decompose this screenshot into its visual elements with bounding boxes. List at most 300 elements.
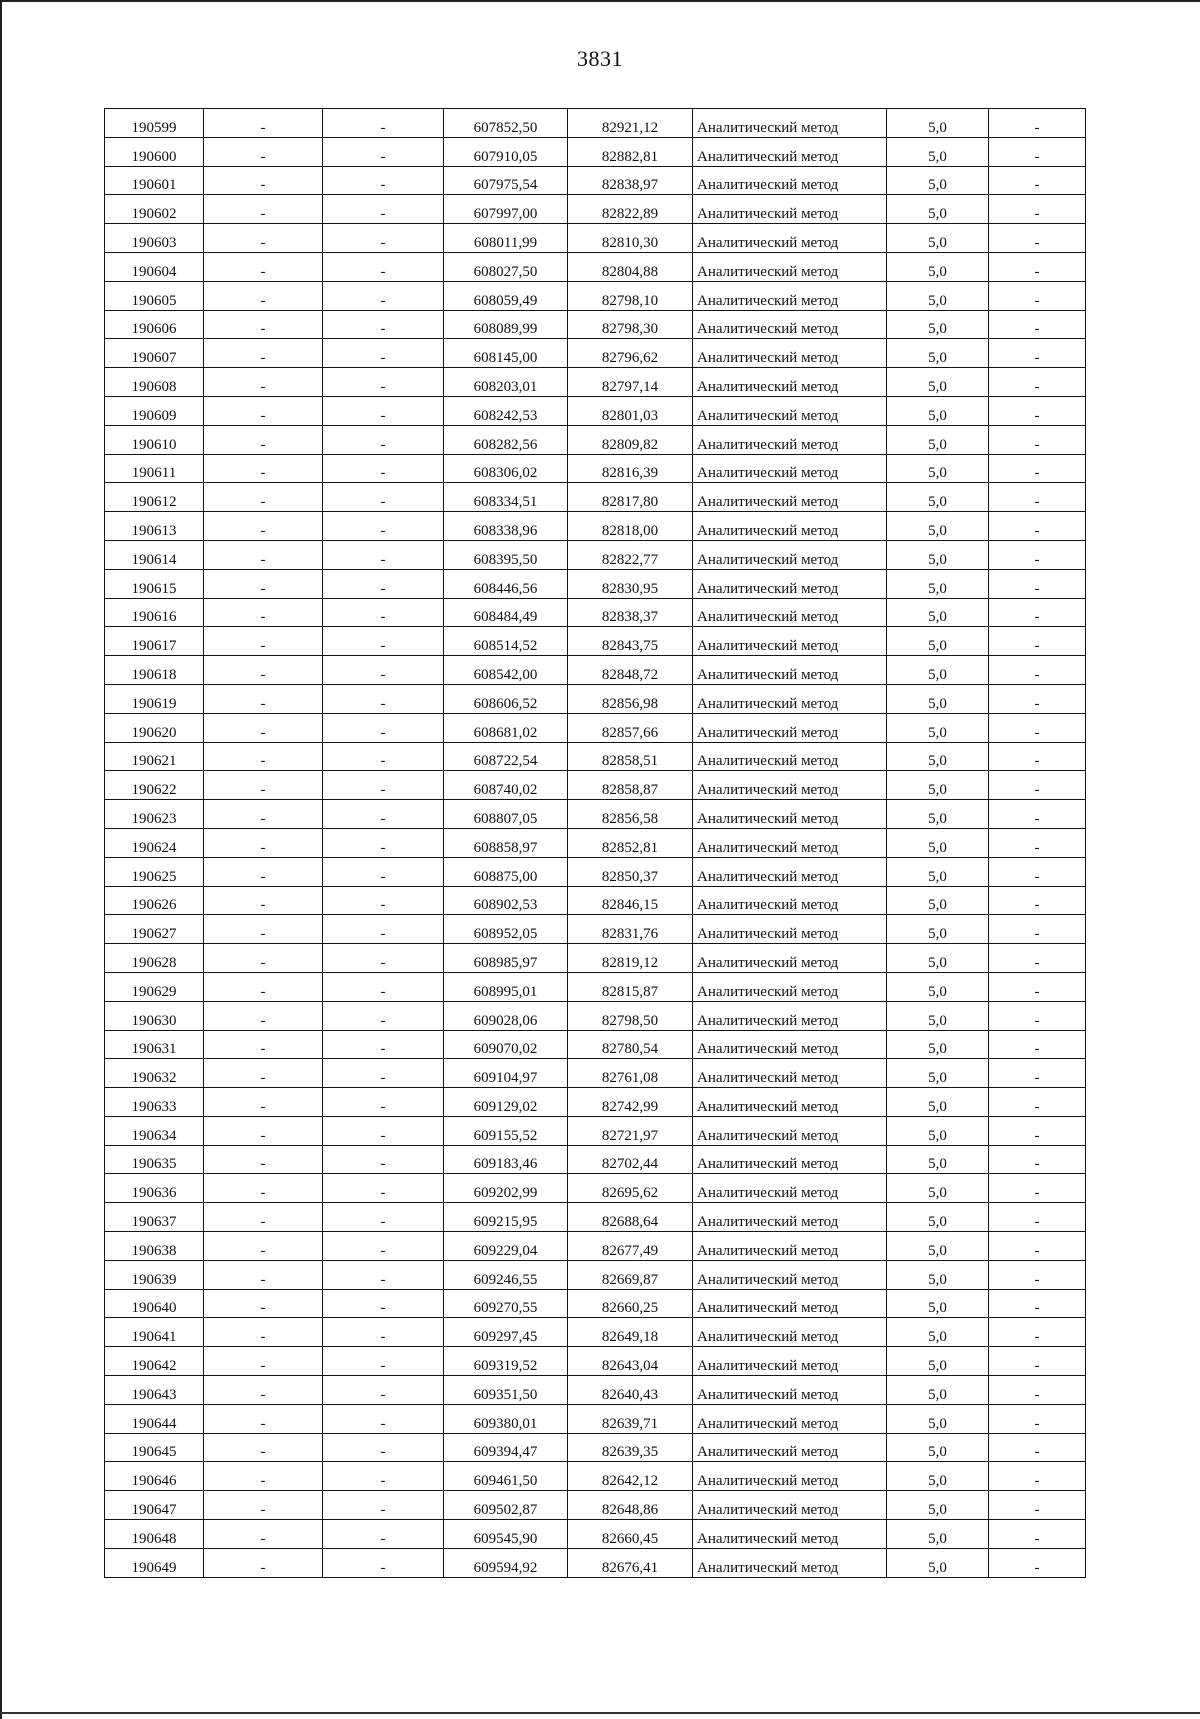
- point-id-cell: 190615: [105, 569, 204, 598]
- y-coordinate-cell: 82848,72: [568, 656, 693, 685]
- y-coordinate-cell: 82809,82: [568, 425, 693, 454]
- y-coordinate-cell: 82830,95: [568, 569, 693, 598]
- accuracy-cell: 5,0: [887, 1059, 989, 1088]
- dash-cell-3: -: [989, 368, 1086, 397]
- dash-cell-1: -: [204, 224, 323, 253]
- x-coordinate-cell: 608089,99: [444, 310, 568, 339]
- point-id-cell: 190604: [105, 252, 204, 281]
- accuracy-cell: 5,0: [887, 310, 989, 339]
- dash-cell-1: -: [204, 512, 323, 541]
- y-coordinate-cell: 82817,80: [568, 483, 693, 512]
- dash-cell-1: -: [204, 1059, 323, 1088]
- table-row: [105, 1145, 1086, 1174]
- dash-cell-1: -: [204, 137, 323, 166]
- method-cell: Аналитический метод: [693, 1145, 887, 1174]
- dash-cell-1: -: [204, 1001, 323, 1030]
- point-id-cell: 190635: [105, 1145, 204, 1174]
- point-id-cell: 190626: [105, 886, 204, 915]
- dash-cell-2: -: [323, 684, 444, 713]
- dash-cell-2: -: [323, 1548, 444, 1577]
- dash-cell-3: -: [989, 1088, 1086, 1117]
- accuracy-cell: 5,0: [887, 742, 989, 771]
- accuracy-cell: 5,0: [887, 1404, 989, 1433]
- dash-cell-2: -: [323, 252, 444, 281]
- accuracy-cell: 5,0: [887, 713, 989, 742]
- dash-cell-2: -: [323, 166, 444, 195]
- point-id-cell: 190631: [105, 1030, 204, 1059]
- point-id-cell: 190632: [105, 1059, 204, 1088]
- dash-cell-2: -: [323, 310, 444, 339]
- dash-cell-3: -: [989, 1491, 1086, 1520]
- method-cell: Аналитический метод: [693, 310, 887, 339]
- accuracy-cell: 5,0: [887, 944, 989, 973]
- point-id-cell: 190609: [105, 396, 204, 425]
- y-coordinate-cell: 82843,75: [568, 627, 693, 656]
- dash-cell-1: -: [204, 915, 323, 944]
- dash-cell-1: -: [204, 828, 323, 857]
- dash-cell-1: -: [204, 109, 323, 138]
- y-coordinate-cell: 82838,37: [568, 598, 693, 627]
- point-id-cell: 190633: [105, 1088, 204, 1117]
- dash-cell-2: -: [323, 742, 444, 771]
- point-id-cell: 190625: [105, 857, 204, 886]
- point-id-cell: 190617: [105, 627, 204, 656]
- method-cell: Аналитический метод: [693, 684, 887, 713]
- dash-cell-2: -: [323, 944, 444, 973]
- dash-cell-2: -: [323, 1030, 444, 1059]
- accuracy-cell: 5,0: [887, 109, 989, 138]
- x-coordinate-cell: 608952,05: [444, 915, 568, 944]
- dash-cell-1: -: [204, 1088, 323, 1117]
- point-id-cell: 190641: [105, 1318, 204, 1347]
- table-row: [105, 368, 1086, 397]
- method-cell: Аналитический метод: [693, 368, 887, 397]
- dash-cell-1: -: [204, 540, 323, 569]
- dash-cell-3: -: [989, 540, 1086, 569]
- point-id-cell: 190647: [105, 1491, 204, 1520]
- table-row: [105, 1088, 1086, 1117]
- dash-cell-2: -: [323, 886, 444, 915]
- x-coordinate-cell: 608514,52: [444, 627, 568, 656]
- dash-cell-3: -: [989, 252, 1086, 281]
- method-cell: Аналитический метод: [693, 1260, 887, 1289]
- method-cell: Аналитический метод: [693, 944, 887, 973]
- dash-cell-2: -: [323, 224, 444, 253]
- x-coordinate-cell: 609070,02: [444, 1030, 568, 1059]
- x-coordinate-cell: 608985,97: [444, 944, 568, 973]
- y-coordinate-cell: 82822,89: [568, 195, 693, 224]
- method-cell: Аналитический метод: [693, 425, 887, 454]
- dash-cell-1: -: [204, 368, 323, 397]
- x-coordinate-cell: 609183,46: [444, 1145, 568, 1174]
- y-coordinate-cell: 82649,18: [568, 1318, 693, 1347]
- dash-cell-3: -: [989, 1174, 1086, 1203]
- dash-cell-2: -: [323, 713, 444, 742]
- table-row: [105, 1404, 1086, 1433]
- method-cell: Аналитический метод: [693, 252, 887, 281]
- table-row: [105, 339, 1086, 368]
- point-id-cell: 190648: [105, 1520, 204, 1549]
- point-id-cell: 190614: [105, 540, 204, 569]
- x-coordinate-cell: 609215,95: [444, 1203, 568, 1232]
- method-cell: Аналитический метод: [693, 1433, 887, 1462]
- dash-cell-1: -: [204, 800, 323, 829]
- dash-cell-2: -: [323, 512, 444, 541]
- method-cell: Аналитический метод: [693, 886, 887, 915]
- x-coordinate-cell: 608203,01: [444, 368, 568, 397]
- dash-cell-3: -: [989, 166, 1086, 195]
- accuracy-cell: 5,0: [887, 656, 989, 685]
- dash-cell-1: -: [204, 1232, 323, 1261]
- dash-cell-2: -: [323, 339, 444, 368]
- dash-cell-3: -: [989, 1116, 1086, 1145]
- y-coordinate-cell: 82831,76: [568, 915, 693, 944]
- accuracy-cell: 5,0: [887, 1232, 989, 1261]
- dash-cell-3: -: [989, 742, 1086, 771]
- table-row: [105, 656, 1086, 685]
- dash-cell-3: -: [989, 1462, 1086, 1491]
- table-row: [105, 684, 1086, 713]
- dash-cell-1: -: [204, 972, 323, 1001]
- y-coordinate-cell: 82677,49: [568, 1232, 693, 1261]
- dash-cell-3: -: [989, 310, 1086, 339]
- accuracy-cell: 5,0: [887, 1491, 989, 1520]
- dash-cell-3: -: [989, 483, 1086, 512]
- method-cell: Аналитический метод: [693, 915, 887, 944]
- method-cell: Аналитический метод: [693, 1404, 887, 1433]
- accuracy-cell: 5,0: [887, 1260, 989, 1289]
- x-coordinate-cell: 609351,50: [444, 1376, 568, 1405]
- point-id-cell: 190630: [105, 1001, 204, 1030]
- dash-cell-2: -: [323, 1145, 444, 1174]
- dash-cell-3: -: [989, 1289, 1086, 1318]
- page-number: 3831: [577, 46, 623, 71]
- table-row: [105, 828, 1086, 857]
- table-row: [105, 137, 1086, 166]
- scan-edge-left: [0, 0, 2, 1719]
- y-coordinate-cell: 82858,87: [568, 771, 693, 800]
- x-coordinate-cell: 609270,55: [444, 1289, 568, 1318]
- x-coordinate-cell: 608282,56: [444, 425, 568, 454]
- dash-cell-2: -: [323, 1289, 444, 1318]
- y-coordinate-cell: 82796,62: [568, 339, 693, 368]
- table-row: [105, 540, 1086, 569]
- table-row: [105, 1433, 1086, 1462]
- x-coordinate-cell: 609246,55: [444, 1260, 568, 1289]
- table-row: [105, 1203, 1086, 1232]
- dash-cell-2: -: [323, 540, 444, 569]
- method-cell: Аналитический метод: [693, 800, 887, 829]
- y-coordinate-cell: 82639,71: [568, 1404, 693, 1433]
- dash-cell-1: -: [204, 1520, 323, 1549]
- dash-cell-1: -: [204, 1548, 323, 1577]
- point-id-cell: 190613: [105, 512, 204, 541]
- method-cell: Аналитический метод: [693, 627, 887, 656]
- method-cell: Аналитический метод: [693, 109, 887, 138]
- x-coordinate-cell: 609229,04: [444, 1232, 568, 1261]
- table-row: [105, 1289, 1086, 1318]
- accuracy-cell: 5,0: [887, 1462, 989, 1491]
- dash-cell-3: -: [989, 281, 1086, 310]
- dash-cell-2: -: [323, 483, 444, 512]
- dash-cell-2: -: [323, 1001, 444, 1030]
- dash-cell-2: -: [323, 1260, 444, 1289]
- dash-cell-2: -: [323, 109, 444, 138]
- y-coordinate-cell: 82846,15: [568, 886, 693, 915]
- point-id-cell: 190601: [105, 166, 204, 195]
- dash-cell-1: -: [204, 598, 323, 627]
- dash-cell-3: -: [989, 1203, 1086, 1232]
- x-coordinate-cell: 609129,02: [444, 1088, 568, 1117]
- method-cell: Аналитический метод: [693, 1030, 887, 1059]
- x-coordinate-cell: 608484,49: [444, 598, 568, 627]
- method-cell: Аналитический метод: [693, 166, 887, 195]
- point-id-cell: 190603: [105, 224, 204, 253]
- y-coordinate-cell: 82816,39: [568, 454, 693, 483]
- x-coordinate-cell: 609461,50: [444, 1462, 568, 1491]
- y-coordinate-cell: 82838,97: [568, 166, 693, 195]
- accuracy-cell: 5,0: [887, 396, 989, 425]
- point-id-cell: 190607: [105, 339, 204, 368]
- method-cell: Аналитический метод: [693, 1347, 887, 1376]
- y-coordinate-cell: 82761,08: [568, 1059, 693, 1088]
- method-cell: Аналитический метод: [693, 1001, 887, 1030]
- dash-cell-2: -: [323, 598, 444, 627]
- dash-cell-1: -: [204, 944, 323, 973]
- dash-cell-3: -: [989, 512, 1086, 541]
- point-id-cell: 190640: [105, 1289, 204, 1318]
- accuracy-cell: 5,0: [887, 1030, 989, 1059]
- dash-cell-2: -: [323, 1491, 444, 1520]
- dash-cell-3: -: [989, 886, 1086, 915]
- table-row: [105, 1001, 1086, 1030]
- dash-cell-3: -: [989, 195, 1086, 224]
- table-row: [105, 195, 1086, 224]
- method-cell: Аналитический метод: [693, 195, 887, 224]
- table-row: [105, 1260, 1086, 1289]
- dash-cell-2: -: [323, 1376, 444, 1405]
- dash-cell-1: -: [204, 1174, 323, 1203]
- y-coordinate-cell: 82882,81: [568, 137, 693, 166]
- dash-cell-3: -: [989, 684, 1086, 713]
- x-coordinate-cell: 608395,50: [444, 540, 568, 569]
- method-cell: Аналитический метод: [693, 454, 887, 483]
- table-row: [105, 109, 1086, 138]
- y-coordinate-cell: 82804,88: [568, 252, 693, 281]
- accuracy-cell: 5,0: [887, 224, 989, 253]
- x-coordinate-cell: 609545,90: [444, 1520, 568, 1549]
- dash-cell-3: -: [989, 857, 1086, 886]
- dash-cell-2: -: [323, 425, 444, 454]
- dash-cell-2: -: [323, 1520, 444, 1549]
- point-id-cell: 190642: [105, 1347, 204, 1376]
- table-row: [105, 1462, 1086, 1491]
- dash-cell-3: -: [989, 800, 1086, 829]
- accuracy-cell: 5,0: [887, 540, 989, 569]
- y-coordinate-cell: 82858,51: [568, 742, 693, 771]
- y-coordinate-cell: 82798,30: [568, 310, 693, 339]
- x-coordinate-cell: 608606,52: [444, 684, 568, 713]
- x-coordinate-cell: 608542,00: [444, 656, 568, 685]
- method-cell: Аналитический метод: [693, 1318, 887, 1347]
- y-coordinate-cell: 82797,14: [568, 368, 693, 397]
- dash-cell-3: -: [989, 713, 1086, 742]
- accuracy-cell: 5,0: [887, 828, 989, 857]
- dash-cell-1: -: [204, 1462, 323, 1491]
- point-id-cell: 190599: [105, 109, 204, 138]
- accuracy-cell: 5,0: [887, 1145, 989, 1174]
- table-row: [105, 857, 1086, 886]
- table-row: [105, 425, 1086, 454]
- table-row: [105, 1030, 1086, 1059]
- dash-cell-2: -: [323, 137, 444, 166]
- dash-cell-1: -: [204, 1347, 323, 1376]
- dash-cell-2: -: [323, 771, 444, 800]
- x-coordinate-cell: 607997,00: [444, 195, 568, 224]
- accuracy-cell: 5,0: [887, 425, 989, 454]
- dash-cell-1: -: [204, 1145, 323, 1174]
- x-coordinate-cell: 608858,97: [444, 828, 568, 857]
- dash-cell-1: -: [204, 166, 323, 195]
- point-id-cell: 190605: [105, 281, 204, 310]
- dash-cell-2: -: [323, 627, 444, 656]
- dash-cell-2: -: [323, 454, 444, 483]
- method-cell: Аналитический метод: [693, 828, 887, 857]
- table-row: [105, 483, 1086, 512]
- dash-cell-3: -: [989, 1001, 1086, 1030]
- coordinates-table: [104, 108, 1086, 1578]
- method-cell: Аналитический метод: [693, 1174, 887, 1203]
- x-coordinate-cell: 608807,05: [444, 800, 568, 829]
- table-body: [105, 109, 1086, 1578]
- y-coordinate-cell: 82852,81: [568, 828, 693, 857]
- point-id-cell: 190620: [105, 713, 204, 742]
- table-row: [105, 1116, 1086, 1145]
- method-cell: Аналитический метод: [693, 1548, 887, 1577]
- dash-cell-1: -: [204, 1030, 323, 1059]
- table-row: [105, 166, 1086, 195]
- accuracy-cell: 5,0: [887, 598, 989, 627]
- y-coordinate-cell: 82819,12: [568, 944, 693, 973]
- dash-cell-3: -: [989, 425, 1086, 454]
- dash-cell-2: -: [323, 1088, 444, 1117]
- point-id-cell: 190618: [105, 656, 204, 685]
- dash-cell-1: -: [204, 396, 323, 425]
- dash-cell-2: -: [323, 1059, 444, 1088]
- dash-cell-3: -: [989, 339, 1086, 368]
- y-coordinate-cell: 82669,87: [568, 1260, 693, 1289]
- y-coordinate-cell: 82798,50: [568, 1001, 693, 1030]
- point-id-cell: 190623: [105, 800, 204, 829]
- table-row: [105, 310, 1086, 339]
- method-cell: Аналитический метод: [693, 483, 887, 512]
- x-coordinate-cell: 609202,99: [444, 1174, 568, 1203]
- table-row: [105, 1059, 1086, 1088]
- method-cell: Аналитический метод: [693, 771, 887, 800]
- dash-cell-1: -: [204, 454, 323, 483]
- x-coordinate-cell: 608027,50: [444, 252, 568, 281]
- accuracy-cell: 5,0: [887, 281, 989, 310]
- dash-cell-3: -: [989, 569, 1086, 598]
- dash-cell-1: -: [204, 1376, 323, 1405]
- dash-cell-3: -: [989, 1059, 1086, 1088]
- dash-cell-1: -: [204, 1433, 323, 1462]
- accuracy-cell: 5,0: [887, 1347, 989, 1376]
- y-coordinate-cell: 82815,87: [568, 972, 693, 1001]
- dash-cell-2: -: [323, 972, 444, 1001]
- x-coordinate-cell: 609394,47: [444, 1433, 568, 1462]
- y-coordinate-cell: 82921,12: [568, 109, 693, 138]
- method-cell: Аналитический метод: [693, 1376, 887, 1405]
- table-row: [105, 252, 1086, 281]
- table-row: [105, 281, 1086, 310]
- y-coordinate-cell: 82818,00: [568, 512, 693, 541]
- y-coordinate-cell: 82660,25: [568, 1289, 693, 1318]
- point-id-cell: 190621: [105, 742, 204, 771]
- x-coordinate-cell: 608875,00: [444, 857, 568, 886]
- dash-cell-1: -: [204, 569, 323, 598]
- y-coordinate-cell: 82640,43: [568, 1376, 693, 1405]
- x-coordinate-cell: 609594,92: [444, 1548, 568, 1577]
- point-id-cell: 190616: [105, 598, 204, 627]
- x-coordinate-cell: 608334,51: [444, 483, 568, 512]
- table-row: [105, 800, 1086, 829]
- dash-cell-3: -: [989, 771, 1086, 800]
- dash-cell-1: -: [204, 195, 323, 224]
- x-coordinate-cell: 607910,05: [444, 137, 568, 166]
- method-cell: Аналитический метод: [693, 1059, 887, 1088]
- method-cell: Аналитический метод: [693, 1491, 887, 1520]
- dash-cell-1: -: [204, 1289, 323, 1318]
- method-cell: Аналитический метод: [693, 224, 887, 253]
- dash-cell-2: -: [323, 1404, 444, 1433]
- point-id-cell: 190639: [105, 1260, 204, 1289]
- dash-cell-1: -: [204, 1404, 323, 1433]
- point-id-cell: 190644: [105, 1404, 204, 1433]
- y-coordinate-cell: 82676,41: [568, 1548, 693, 1577]
- accuracy-cell: 5,0: [887, 1088, 989, 1117]
- dash-cell-2: -: [323, 195, 444, 224]
- x-coordinate-cell: 607852,50: [444, 109, 568, 138]
- dash-cell-1: -: [204, 425, 323, 454]
- method-cell: Аналитический метод: [693, 742, 887, 771]
- point-id-cell: 190602: [105, 195, 204, 224]
- accuracy-cell: 5,0: [887, 252, 989, 281]
- scan-edge-bottom: [0, 1712, 1200, 1714]
- point-id-cell: 190636: [105, 1174, 204, 1203]
- y-coordinate-cell: 82822,77: [568, 540, 693, 569]
- dash-cell-2: -: [323, 828, 444, 857]
- point-id-cell: 190624: [105, 828, 204, 857]
- point-id-cell: 190610: [105, 425, 204, 454]
- dash-cell-3: -: [989, 396, 1086, 425]
- x-coordinate-cell: 608145,00: [444, 339, 568, 368]
- table-row: [105, 224, 1086, 253]
- method-cell: Аналитический метод: [693, 1520, 887, 1549]
- table-row: [105, 1318, 1086, 1347]
- table-row: [105, 1174, 1086, 1203]
- accuracy-cell: 5,0: [887, 569, 989, 598]
- accuracy-cell: 5,0: [887, 1203, 989, 1232]
- accuracy-cell: 5,0: [887, 627, 989, 656]
- table-row: [105, 1376, 1086, 1405]
- dash-cell-2: -: [323, 1174, 444, 1203]
- y-coordinate-cell: 82798,10: [568, 281, 693, 310]
- table-row: [105, 1347, 1086, 1376]
- accuracy-cell: 5,0: [887, 1548, 989, 1577]
- dash-cell-1: -: [204, 713, 323, 742]
- point-id-cell: 190612: [105, 483, 204, 512]
